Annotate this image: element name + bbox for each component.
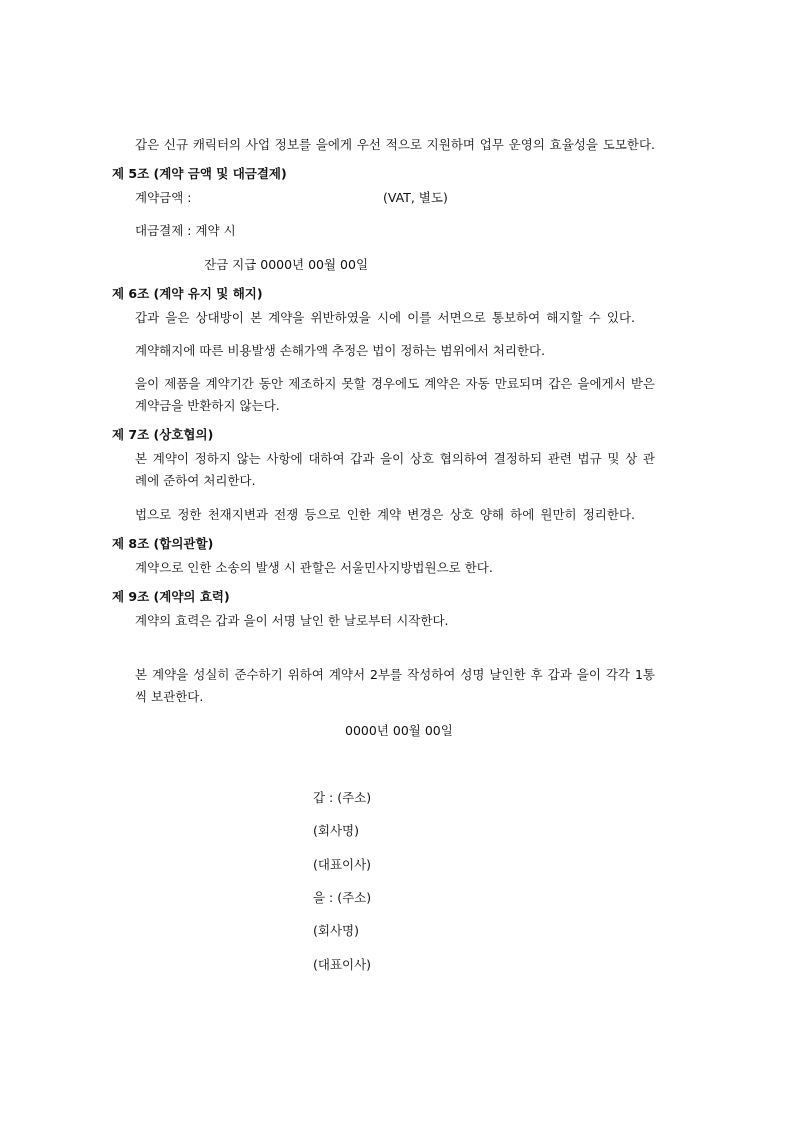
article-7-heading: 제 7조 (상호협의) bbox=[112, 427, 214, 442]
party-a-address: 갑 : (주소) bbox=[313, 790, 372, 805]
balance-payment-date: 잔금 지급 0000년 00월 00일 bbox=[204, 257, 369, 272]
contract-date: 0000년 00월 00일 bbox=[345, 723, 453, 738]
party-b-ceo: (대표이사) bbox=[313, 957, 372, 972]
article-8-heading: 제 8조 (합의관할) bbox=[112, 536, 214, 551]
contract-amount-label: 계약금액 : bbox=[135, 190, 192, 205]
article-6-paragraph-3-line-1: 을이 제품을 계약기간 동안 제조하지 못할 경우에도 계약은 자동 만료되며 갑은 을에게서 받은 bbox=[135, 376, 655, 391]
article-6-paragraph-2: 계약해지에 따른 비용발생 손해가액 추정은 법이 정하는 범위에서 처리한다. bbox=[135, 343, 546, 358]
closing-line-1: 본 계약을 성실히 준수하기 위하여 계약서 2부를 작성하여 성명 날인한 후 갑과 을이 각각 1통 bbox=[135, 667, 655, 682]
article-5-heading: 제 5조 (계약 금액 및 대금결제) bbox=[112, 166, 287, 181]
payment-label: 대금결제 : 계약 시 bbox=[135, 223, 236, 238]
article-8-paragraph: 계약으로 인한 소송의 발생 시 관할은 서울민사지방법원으로 한다. bbox=[135, 560, 493, 575]
article-9-heading: 제 9조 (계약의 효력) bbox=[112, 589, 230, 604]
article-6-paragraph-1: 갑과 을은 상대방이 본 계약을 위반하였을 시에 이를 서면으로 통보하여 해지할 수 있다. bbox=[135, 310, 635, 325]
article-9-paragraph: 계약의 효력은 갑과 을이 서명 날인 한 날로부터 시작한다. bbox=[135, 613, 449, 628]
party-a-ceo: (대표이사) bbox=[313, 857, 372, 872]
party-b-address: 을 : (주소) bbox=[313, 890, 372, 905]
vat-note: (VAT, 별도) bbox=[383, 190, 448, 205]
article-6-heading: 제 6조 (계약 유지 및 해지) bbox=[112, 286, 263, 301]
party-b-company: (회사명) bbox=[313, 923, 359, 938]
article-6-paragraph-3-line-2: 계약금을 반환하지 않는다. bbox=[135, 398, 280, 413]
article-7-paragraph-2: 법으로 정한 천재지변과 전쟁 등으로 인한 계약 변경은 상호 양해 하에 원만히 정리한다. bbox=[135, 507, 635, 522]
intro-paragraph: 갑은 신규 캐릭터의 사업 정보를 을에게 우선 적으로 지원하며 업무 운영의 효율성을 도모한다. bbox=[135, 137, 655, 152]
closing-line-2: 씩 보관한다. bbox=[135, 689, 204, 704]
article-7-paragraph-1-line-2: 례에 준하여 처리한다. bbox=[135, 473, 256, 488]
party-a-company: (회사명) bbox=[313, 823, 359, 838]
article-7-paragraph-1-line-1: 본 계약이 정하지 않는 사항에 대하여 갑과 을이 상호 협의하여 결정하되 관련 법규 및 상 관 bbox=[135, 451, 655, 466]
